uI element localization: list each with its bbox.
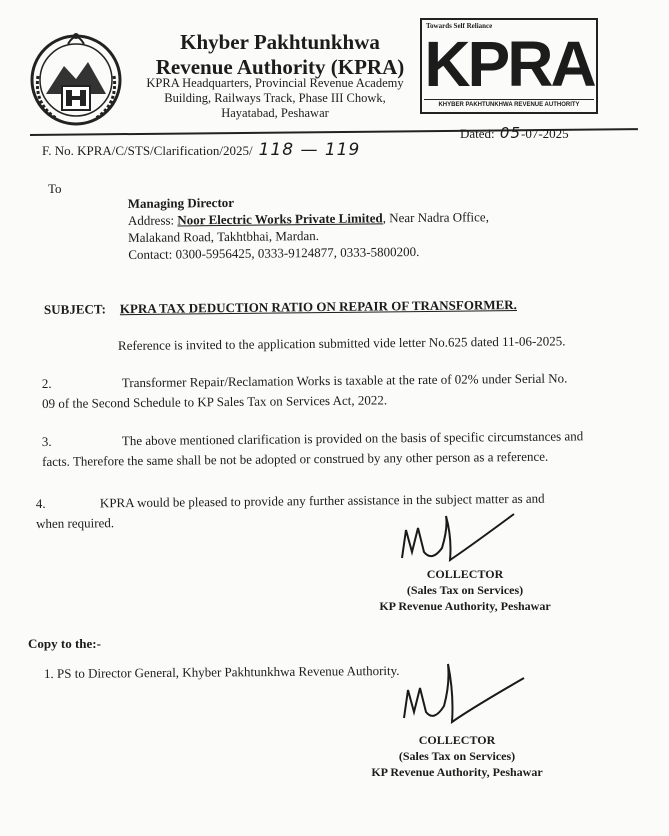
signature1-dept: (Sales Tax on Services) [406,583,524,597]
logo-subtitle: KHYBER PAKHTUNKHWA REVENUE AUTHORITY [424,99,594,108]
copy-to-heading: Copy to the:- [28,636,101,651]
organization-address [130,76,420,121]
subject-label: SUBJECT: [43,301,106,317]
recipient-block [128,191,490,263]
recipient-address-line2: Malakand Road, Takhtbhai, Mardan. [128,228,320,245]
signature-block-1 [330,566,600,614]
paragraph-4-line2: when required. [36,515,115,531]
paragraph-2 [42,368,622,414]
paragraph-4 [36,488,626,534]
signature1-title: COLLECTOR [426,567,504,581]
paragraph-4-line1: KPRA would be pleased to provide any further assistance in the subject matter as and [99,490,545,511]
signature1-org: KP Revenue Authority, Peshawar [379,599,551,613]
org-name-line1: Khyber Pakhtunkhwa [180,30,380,54]
paragraph-2-line2: 09 of the Second Schedule to KP Sales Tax on Services Act, 2022. [42,392,388,411]
copy-to-item-1: 1. PS to Director General, Khyber Pakhtunkhwa Revenue Authority. [43,662,400,681]
address-line2: Building, Railways Track, Phase III Chowk, [164,91,386,105]
paragraph-3-line2: facts. Therefore the same shall be not be adopted or construed by any other person as a reference. [42,448,549,469]
company-name: Noor Electric Works Private Limited [177,210,383,228]
paragraph-3-line1: The above mentioned clarification is provided on the basis of specific circumstances and [121,428,584,449]
signature2-dept: (Sales Tax on Services) [398,749,516,763]
organization-name [150,30,410,80]
recipient-title: Managing Director [127,194,235,212]
org-name-line2: Revenue Authority (KPRA) [155,55,405,79]
kpra-logo [420,18,598,114]
paragraph-2-number: 2. [41,375,52,392]
paragraph-1: Reference is invited to the application submitted vide letter No.625 dated 11-06-2025. [117,333,566,353]
paragraph-4-number: 4. [35,495,46,512]
signature2-title: COLLECTOR [418,733,496,747]
signature-scribble-1 [398,508,518,568]
file-number [42,140,360,160]
subject-line [44,297,517,318]
kp-government-seal [26,24,126,128]
signature2-org: KP Revenue Authority, Peshawar [371,765,543,779]
address-prefix: Address: [127,212,178,229]
subject-text: KPRA TAX DEDUCTION RATIO ON REPAIR OF TRANSFORMER. [119,297,517,317]
signature-scribble-2 [398,660,528,730]
paragraph-3 [42,426,622,472]
date-line [460,124,569,142]
file-number-text: F. No. KPRA/C/STS/Clarification/2025/ [42,143,253,158]
recipient-contact: Contact: 0300-5956425, 0333-9124877, 0333-5800200. [128,243,420,262]
dated-handwritten: 05 [499,124,521,142]
logo-word: KPRA [424,28,594,100]
dated-label: Dated: [460,126,495,141]
signature-block-2 [322,732,592,780]
file-number-handwritten: 118 — 119 [258,140,361,160]
address-rest: , Near Nadra Office, [382,209,489,226]
address-line3: Hayatabad, Peshawar [221,106,329,120]
address-line1: KPRA Headquarters, Provincial Revenue Academy [146,76,404,90]
dated-value: -07-2025 [521,126,569,141]
logo-tagline: Towards Self Reliance [426,22,493,30]
paragraph-3-number: 3. [41,433,52,450]
paragraph-2-line1: Transformer Repair/Reclamation Works is taxable at the rate of 02% under Serial No. [121,370,568,391]
to-label: To [48,181,62,196]
